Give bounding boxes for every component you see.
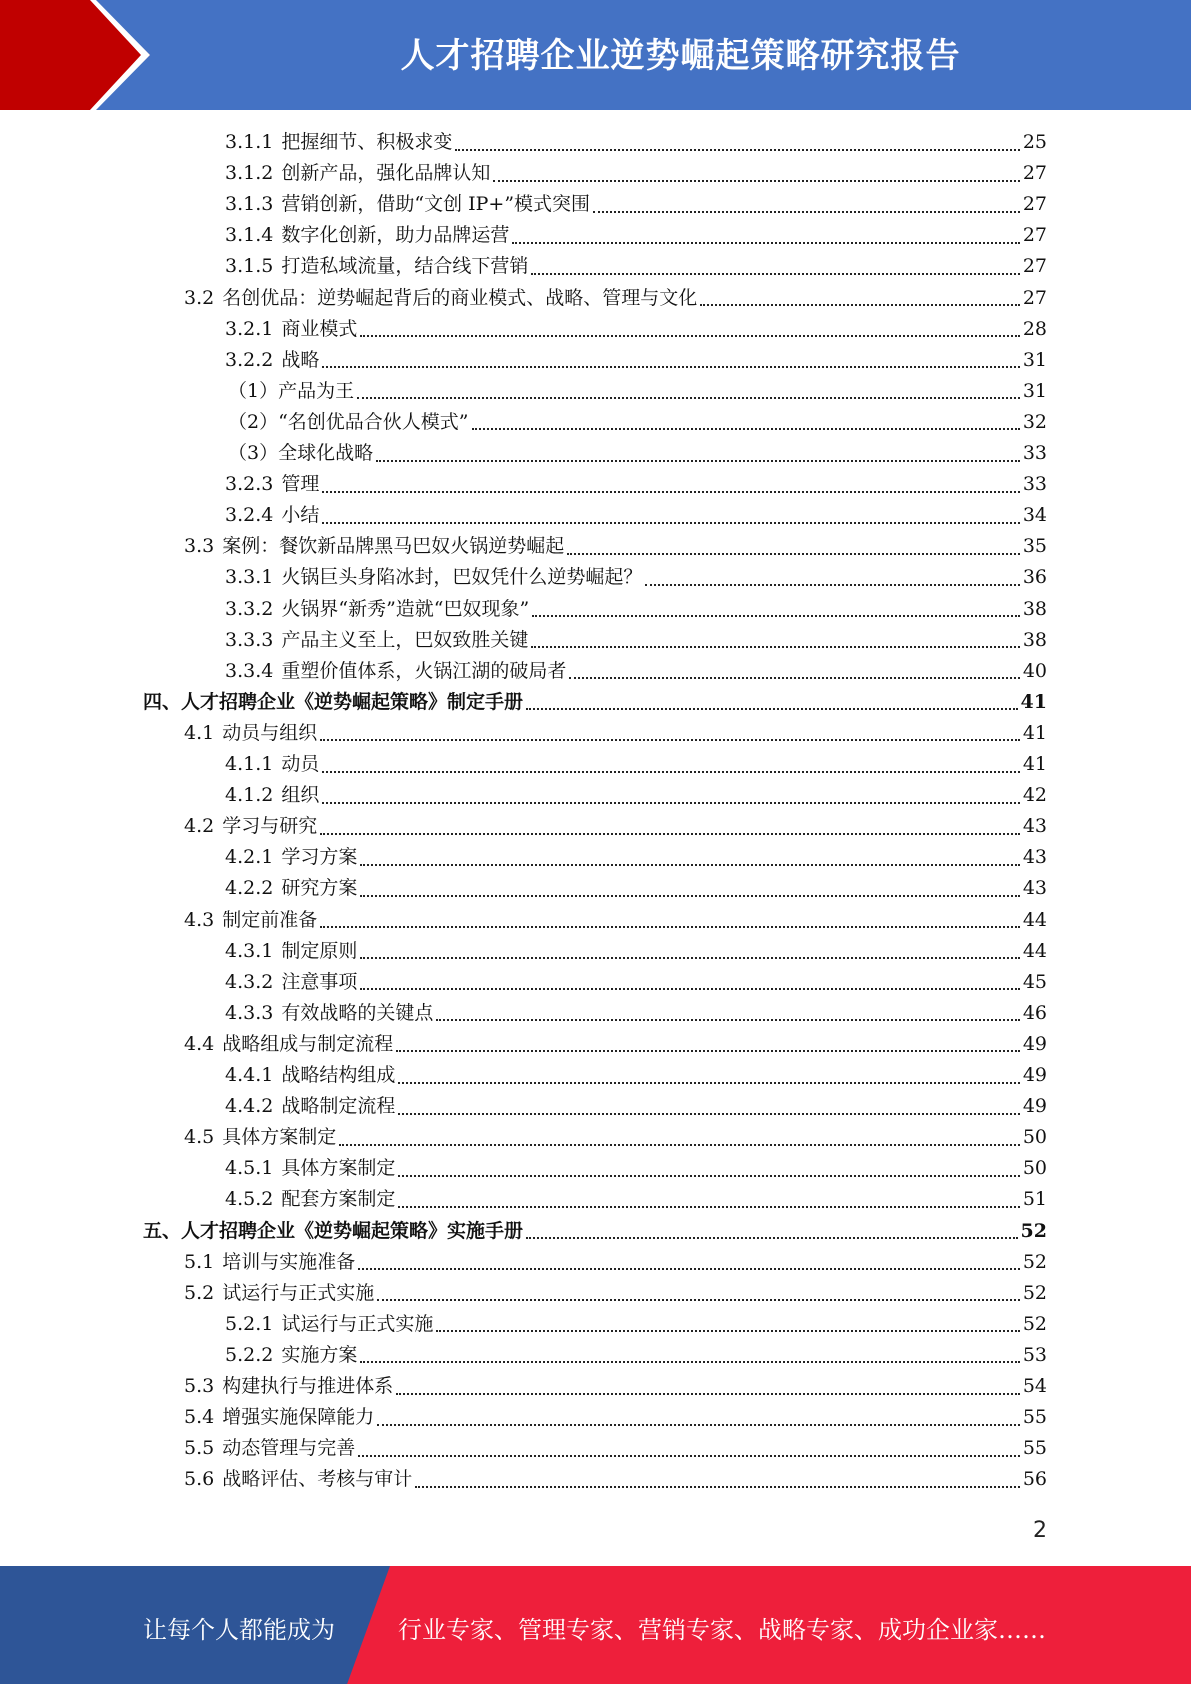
toc-dot-leader [360, 1361, 1019, 1363]
toc-dot-leader [472, 428, 1020, 430]
toc-entry-number: 4.4.2 [225, 1095, 274, 1118]
toc-entry-number: 4.5 [184, 1126, 215, 1149]
toc-entry-page: 42 [1022, 784, 1047, 807]
toc-entry-number: 3.2.4 [225, 504, 274, 527]
toc-entry[interactable] [225, 314, 1047, 345]
toc-entry-page: 52 [1022, 1250, 1047, 1273]
toc-entry-number: 4.5.2 [225, 1188, 274, 1211]
toc-entry-title: 名创优品：逆势崛起背后的商业模式、战略、管理与文化 [222, 286, 698, 309]
toc-dot-leader [322, 491, 1019, 493]
toc-entry-page: 27 [1022, 224, 1047, 247]
page-header [0, 0, 1191, 110]
toc-entry-title: 研究方案 [281, 877, 358, 900]
toc-entry[interactable] [225, 842, 1047, 873]
toc-entry[interactable] [225, 562, 1047, 593]
toc-entry-number: 4.3.3 [225, 1001, 274, 1024]
toc-entry-title: 培训与实施准备 [222, 1250, 356, 1273]
toc-entry-page: 38 [1022, 628, 1047, 651]
toc-entry-page: 27 [1022, 162, 1047, 185]
toc-entry-number: 3.2 [184, 286, 215, 309]
toc-entry-page: 52 [1020, 1219, 1047, 1242]
toc-entry-number: 4.4.1 [225, 1064, 274, 1086]
toc-entry[interactable] [225, 158, 1047, 189]
toc-entry-page: 45 [1022, 970, 1047, 993]
toc-entry-title: 有效战略的关键点 [281, 1001, 434, 1024]
toc-entry[interactable] [228, 376, 1047, 407]
toc-entry-number: 4.4 [184, 1032, 215, 1055]
toc-entry-page: 51 [1022, 1188, 1047, 1211]
toc-entry-title: 制定前准备 [222, 908, 318, 931]
toc-entry-page: 27 [1022, 255, 1047, 278]
toc-entry-title: 把握细节、积极求变 [281, 131, 453, 153]
toc-entry-page: 44 [1022, 908, 1047, 931]
toc-entry[interactable] [225, 998, 1047, 1029]
toc-entry-title: 重塑价值体系，火锅江湖的破局者 [281, 659, 567, 682]
toc-entry[interactable] [225, 251, 1047, 282]
toc-entry-title: 学习与研究 [222, 815, 318, 838]
toc-entry-number: 5.6 [184, 1468, 215, 1491]
toc-entry[interactable] [225, 594, 1047, 625]
toc-entry[interactable] [225, 625, 1047, 656]
toc-entry[interactable] [184, 283, 1047, 314]
toc-entry-number: 3.3.2 [225, 597, 274, 620]
toc-entry-title: （2）“名创优品合伙人模式” [228, 410, 469, 433]
toc-entry-title: 增强实施保障能力 [222, 1406, 375, 1429]
toc-entry-number: 5.3 [184, 1375, 215, 1397]
toc-entry-title: 组织 [281, 784, 320, 807]
toc-entry-page: 52 [1022, 1281, 1047, 1304]
toc-entry-title: 学习方案 [281, 846, 358, 869]
toc-dot-leader [339, 1144, 1020, 1146]
toc-dot-leader [436, 1330, 1019, 1332]
toc-dot-leader [436, 1019, 1019, 1021]
toc-entry-number: 5.2.1 [225, 1312, 274, 1335]
toc-entry-page: 38 [1022, 597, 1047, 620]
toc-entry[interactable] [225, 127, 1047, 158]
toc-dot-leader [322, 522, 1019, 524]
toc-entry-title: 打造私域流量，结合线下营销 [281, 255, 529, 278]
toc-dot-leader [376, 460, 1020, 462]
toc-dot-leader [531, 273, 1019, 275]
toc-dot-leader [532, 615, 1020, 617]
toc-entry-page: 52 [1022, 1312, 1047, 1335]
toc-dot-leader [512, 242, 1019, 244]
toc-entry-number: 5.5 [184, 1437, 215, 1460]
toc-entry-title: 数字化创新，助力品牌运营 [281, 224, 510, 247]
toc-entry-number: 3.1.3 [225, 193, 274, 216]
toc-entry[interactable] [225, 656, 1047, 687]
toc-entry-title: 实施方案 [281, 1343, 358, 1366]
toc-entry-page: 53 [1022, 1343, 1047, 1366]
toc-entry[interactable] [184, 1464, 1047, 1495]
toc-entry-number: 5.1 [184, 1250, 215, 1273]
toc-dot-leader [396, 1050, 1020, 1052]
toc-entry[interactable] [184, 718, 1047, 749]
toc-entry-title: 火锅巨头身陷冰封，巴奴凭什么逆势崛起？ [281, 566, 643, 589]
toc-dot-leader [398, 1113, 1019, 1115]
toc-entry-number: 3.3.3 [225, 628, 274, 651]
toc-entry-number: 4.3.1 [225, 939, 274, 962]
toc-dot-leader [455, 149, 1019, 151]
toc-entry-title: 产品主义至上，巴奴致胜关键 [281, 628, 529, 651]
toc-dot-leader [322, 366, 1019, 368]
toc-entry-page: 49 [1022, 1095, 1047, 1118]
toc-dot-leader [398, 1175, 1019, 1177]
toc-dot-leader [360, 988, 1019, 990]
toc-dot-leader [415, 1486, 1020, 1488]
toc-entry-title: （1）产品为王 [228, 379, 355, 402]
toc-entry[interactable] [184, 1247, 1047, 1278]
toc-entry[interactable] [225, 1091, 1047, 1122]
toc-entry-number: 3.2.3 [225, 473, 274, 496]
toc-entry[interactable] [225, 1309, 1047, 1340]
footer-slogan-right: 行业专家、管理专家、营销专家、战略专家、成功企业家…… [398, 1616, 1046, 1644]
toc-entry-title: 战略结构组成 [281, 1064, 396, 1086]
toc-dot-leader [320, 833, 1020, 835]
toc-dot-leader [360, 864, 1019, 866]
toc-entry-number: 4.1 [184, 721, 215, 744]
toc-entry-page: 34 [1022, 504, 1047, 527]
toc-entry-page: 31 [1022, 379, 1047, 402]
toc-entry-page: 36 [1022, 566, 1047, 589]
toc-entry[interactable] [225, 189, 1047, 220]
page-number: 2 [1033, 1518, 1047, 1543]
footer-slogan-left: 让每个人都能成为 [143, 1616, 335, 1644]
toc-entry-page: 44 [1022, 939, 1047, 962]
toc-dot-leader [358, 1268, 1020, 1270]
toc-entry-page: 41 [1020, 690, 1047, 713]
toc-dot-leader [398, 1206, 1019, 1208]
page-footer [0, 1566, 1191, 1684]
toc-dot-leader [398, 1082, 1019, 1084]
toc-entry[interactable] [225, 469, 1047, 500]
toc-entry[interactable] [228, 407, 1047, 438]
toc-entry[interactable] [225, 967, 1047, 998]
toc-entry[interactable] [225, 1153, 1047, 1184]
toc-entry-title: 制定原则 [281, 939, 358, 962]
toc-entry-page: 40 [1022, 659, 1047, 682]
toc-entry-number: 3.1.2 [225, 162, 274, 185]
toc-entry[interactable] [143, 1216, 1047, 1247]
toc-entry-title: 具体方案制定 [222, 1126, 337, 1149]
toc-entry-title: 创新产品，强化品牌认知 [281, 162, 491, 185]
toc-entry[interactable] [225, 780, 1047, 811]
toc-entry-page: 49 [1022, 1032, 1047, 1055]
toc-entry[interactable] [143, 687, 1047, 718]
toc-dot-leader [377, 1424, 1020, 1426]
toc-entry-page: 31 [1022, 348, 1047, 371]
toc-entry[interactable] [184, 1371, 1047, 1402]
toc-entry-page: 25 [1022, 131, 1047, 153]
toc-entry-number: 3.3.1 [225, 566, 274, 589]
toc-entry-page: 32 [1022, 410, 1047, 433]
toc-entry-number: 4.2.2 [225, 877, 274, 900]
toc-entry-number: 4.3 [184, 908, 215, 931]
toc-dot-leader [396, 1393, 1020, 1395]
toc-entry-number: 4.1.1 [225, 753, 274, 775]
toc-entry[interactable] [184, 1402, 1047, 1433]
toc-entry[interactable] [184, 1029, 1047, 1060]
toc-entry-page: 43 [1022, 815, 1047, 838]
toc-entry[interactable] [184, 531, 1047, 562]
toc-dot-leader [700, 304, 1020, 306]
toc-entry-number: 4.2.1 [225, 846, 274, 869]
toc-dot-leader [360, 895, 1019, 897]
toc-dot-leader [358, 1455, 1020, 1457]
toc-dot-leader [569, 677, 1019, 679]
toc-entry-title: 构建执行与推进体系 [222, 1375, 394, 1397]
toc-entry-number: 3.2.2 [225, 348, 274, 371]
toc-entry-number: 5.4 [184, 1406, 215, 1429]
toc-entry-page: 56 [1022, 1468, 1047, 1491]
toc-entry-number: 5.2 [184, 1281, 215, 1304]
report-title: 人才招聘企业逆势崛起策略研究报告 [400, 36, 961, 76]
toc-entry[interactable] [184, 1433, 1047, 1464]
toc-entry-title: 动员 [281, 753, 320, 775]
toc-entry-page: 46 [1022, 1001, 1047, 1024]
toc-dot-leader [360, 335, 1019, 337]
toc-entry-number: 3.1.5 [225, 255, 274, 278]
toc-entry-number: 4.3.2 [225, 970, 274, 993]
toc-entry-page: 33 [1022, 442, 1047, 464]
toc-entry-title: 动员与组织 [222, 721, 318, 744]
toc-entry-number: 4.5.1 [225, 1157, 274, 1180]
toc-entry-number: 3.1.1 [225, 131, 274, 153]
toc-dot-leader [322, 802, 1019, 804]
header-red-chevron [0, 0, 150, 110]
toc-entry-page: 27 [1022, 286, 1047, 309]
toc-entry-number: 4.2 [184, 815, 215, 838]
toc-entry-title: 四、人才招聘企业《逆势崛起策略》制定手册 [143, 690, 524, 713]
toc-entry-title: 试运行与正式实施 [222, 1281, 375, 1304]
toc-entry[interactable] [225, 1340, 1047, 1371]
toc-dot-leader [320, 739, 1020, 741]
toc-entry[interactable] [225, 345, 1047, 376]
toc-entry-title: 商业模式 [281, 317, 358, 340]
toc-dot-leader [531, 646, 1019, 648]
toc-entry-page: 55 [1022, 1437, 1047, 1460]
toc-entry-title: 具体方案制定 [281, 1157, 396, 1180]
toc-entry-title: 战略组成与制定流程 [222, 1032, 394, 1055]
toc-entry[interactable] [184, 905, 1047, 936]
toc-entry-page: 27 [1022, 193, 1047, 216]
toc-dot-leader [526, 1237, 1018, 1239]
toc-entry-number: 5.2.2 [225, 1343, 274, 1366]
toc-entry-title: 五、人才招聘企业《逆势崛起策略》实施手册 [143, 1219, 524, 1242]
toc-entry-page: 35 [1022, 535, 1047, 558]
toc-entry-page: 41 [1022, 753, 1047, 775]
toc-dot-leader [593, 211, 1020, 213]
toc-entry[interactable] [225, 873, 1047, 904]
toc-entry-title: 战略 [281, 348, 320, 371]
toc-entry-page: 50 [1022, 1157, 1047, 1180]
toc-entry-title: 配套方案制定 [281, 1188, 396, 1211]
toc-dot-leader [645, 584, 1019, 586]
toc-entry-number: 3.1.4 [225, 224, 274, 247]
toc-dot-leader [357, 397, 1020, 399]
toc-entry-title: 动态管理与完善 [222, 1437, 356, 1460]
toc-dot-leader [322, 771, 1019, 773]
toc-entry-page: 50 [1022, 1126, 1047, 1149]
toc-entry-title: 战略评估、考核与审计 [222, 1468, 413, 1491]
toc-dot-leader [493, 180, 1019, 182]
toc-entry-page: 43 [1022, 846, 1047, 869]
toc-entry-title: （3）全球化战略 [228, 442, 374, 464]
toc-entry[interactable] [184, 1278, 1047, 1309]
toc-entry[interactable] [184, 811, 1047, 842]
toc-entry-title: 试运行与正式实施 [281, 1312, 434, 1335]
toc-entry[interactable] [225, 749, 1047, 780]
toc-dot-leader [320, 926, 1020, 928]
toc-entry-page: 41 [1022, 721, 1047, 744]
toc-entry-page: 49 [1022, 1064, 1047, 1086]
toc-entry-page: 28 [1022, 317, 1047, 340]
toc-entry-title: 战略制定流程 [281, 1095, 396, 1118]
toc-entry[interactable] [184, 1122, 1047, 1153]
toc-entry-page: 54 [1022, 1375, 1047, 1397]
toc-entry-number: 4.1.2 [225, 784, 274, 807]
toc-dot-leader [526, 708, 1018, 710]
toc-entry-title: 火锅界“新秀”造就“巴奴现象” [281, 597, 530, 620]
toc-entry-number: 3.2.1 [225, 317, 274, 340]
toc-entry-page: 43 [1022, 877, 1047, 900]
toc-entry[interactable] [225, 1184, 1047, 1215]
toc-dot-leader [360, 957, 1019, 959]
toc-entry[interactable] [225, 500, 1047, 531]
toc-entry-number: 3.3.4 [225, 659, 274, 682]
toc-entry-title: 案例：餐饮新品牌黑马巴奴火锅逆势崛起 [222, 535, 565, 558]
toc-dot-leader [567, 553, 1020, 555]
toc-entry-title: 小结 [281, 504, 320, 527]
toc-entry-number: 3.3 [184, 535, 215, 558]
toc-entry-title: 管理 [281, 473, 320, 496]
toc-entry-page: 33 [1022, 473, 1047, 496]
toc-entry[interactable] [225, 1060, 1047, 1091]
toc-entry-page: 55 [1022, 1406, 1047, 1429]
toc-dot-leader [377, 1299, 1020, 1301]
toc-entry-title: 注意事项 [281, 970, 358, 993]
toc-entry[interactable] [225, 220, 1047, 251]
toc-entry-title: 营销创新，借助“文创 IP+”模式突围 [281, 193, 591, 216]
toc-entry[interactable] [225, 936, 1047, 967]
toc-entry[interactable] [228, 438, 1047, 469]
